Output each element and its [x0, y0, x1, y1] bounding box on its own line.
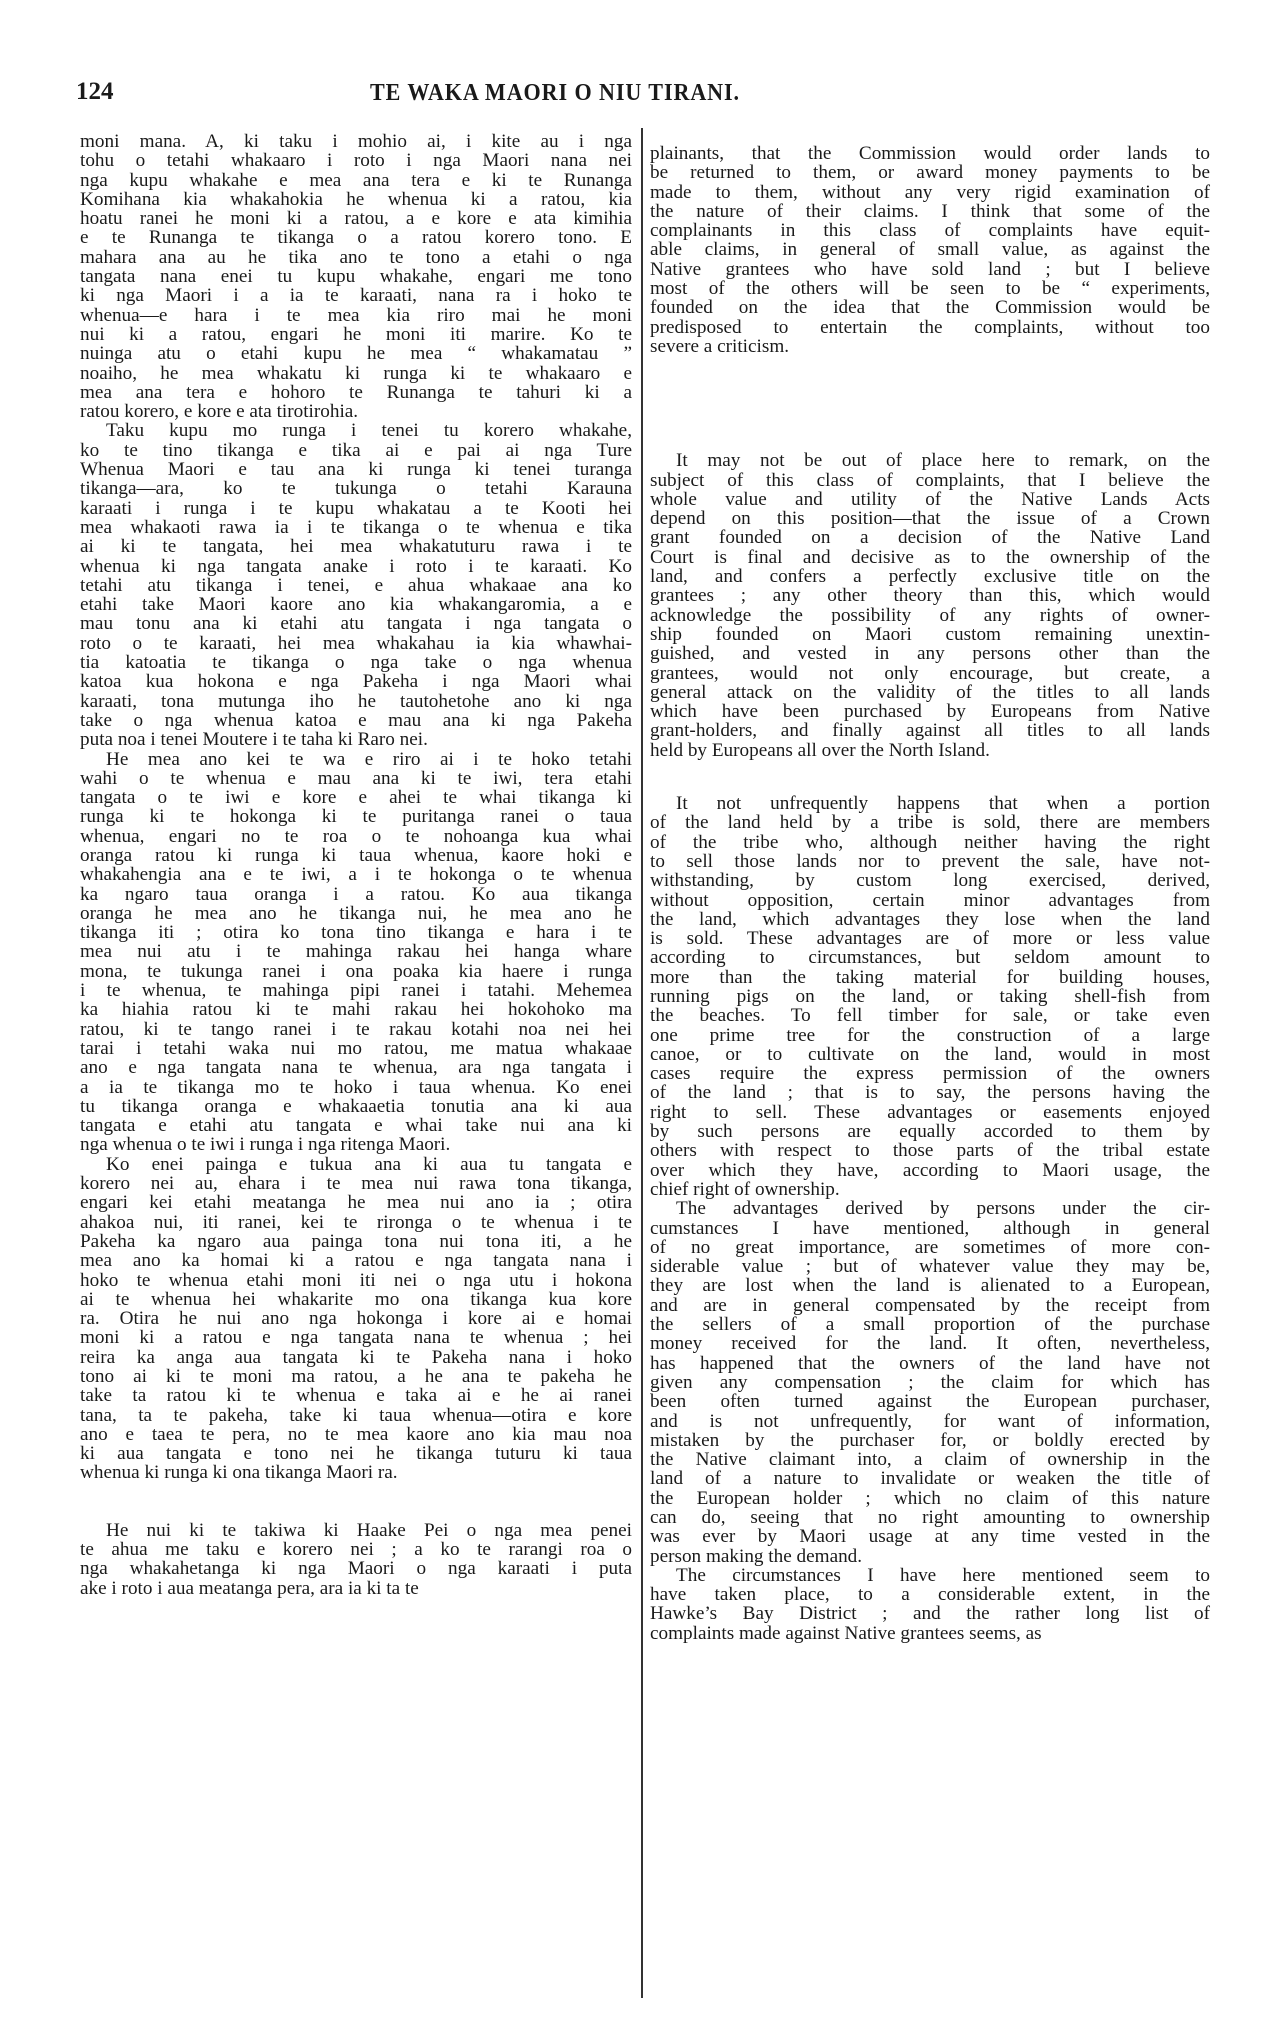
text-line: karaati i runga i te kupu whakatau a te Kooti hei — [80, 497, 632, 519]
text-line: He nui ki te takiwa ki Haake Pei o nga mea penei — [106, 1519, 632, 1541]
text-line: ake i roto i aua meatanga pera, ara ia ki ta te — [80, 1577, 419, 1599]
text-line: tu tikanga oranga e whakaaetia tonutia ana ki aua — [80, 1095, 632, 1117]
text-line: Whenua Maori e tau ana ki runga ki tenei turanga — [80, 459, 632, 481]
text-line: acknowledge the possibility of any rights of owner- — [650, 604, 1210, 626]
text-line: and are in general compensated by the receipt from — [650, 1294, 1210, 1316]
text-line: held by Europeans all over the North Island. — [650, 739, 990, 761]
text-line: most of the others will be seen to be “ experiments, — [650, 278, 1210, 300]
text-line: over which they have, according to Maori usage, the — [650, 1159, 1210, 1181]
text-line: tono ai ki te moni ma ratou, a he ana te pakeha he — [80, 1366, 632, 1387]
text-line: tangata nana enei tu kupu whakahe, engari me tono — [80, 266, 632, 288]
page-number: 124 — [76, 78, 114, 105]
text-line: to sell those lands nor to prevent the sale, have not- — [650, 850, 1210, 872]
text-line: founded on the idea that the Commission would be — [650, 297, 1210, 319]
text-line: was ever by Maori usage at any time vested in the — [650, 1526, 1210, 1548]
text-line: plainants, that the Commission would order lands to — [650, 143, 1210, 164]
text-line: He mea ano kei te wa e riro ai i te hoko tetahi — [106, 748, 632, 770]
text-line: siderable value ; but of whatever value they may be, — [650, 1256, 1210, 1278]
text-line: of the tribe who, although neither having the right — [650, 831, 1210, 853]
text-line: nga whakahetanga ki nga Maori o nga karaati i puta — [80, 1558, 632, 1580]
paragraph — [80, 1155, 632, 1483]
text-line: Hawke’s Bay District ; and the rather long list of — [650, 1603, 1210, 1625]
text-line: the Native claimant into, a claim of ownership in the — [650, 1449, 1210, 1471]
text-line: whenua ki nga tangata anake i roto i te karaati. Ko — [80, 555, 632, 577]
paragraph-spacer — [80, 1483, 632, 1521]
text-line: given any compensation ; the claim for which has — [650, 1371, 1210, 1393]
text-line: whenua ki runga ki ona tikanga Maori ra. — [80, 1462, 398, 1484]
text-line: the nature of their claims. I think that some of the — [650, 200, 1210, 222]
text-line: take o nga whenua katoa e mau ana ki nga Pakeha — [80, 709, 632, 731]
text-line: tetahi atu tikanga i tenei, e ahua whakaae ana ko — [80, 574, 632, 596]
text-line: Taku kupu mo runga i tenei tu korero whakahe, — [106, 420, 632, 442]
text-line: ratou korero, e kore e ata tirotirohia. — [80, 401, 359, 423]
text-line: karaati, tona mutunga iho he tautohetohe ano ki nga — [80, 690, 632, 712]
right-column — [650, 144, 1210, 1643]
paragraph — [80, 421, 632, 749]
text-line: mea ana tera e hohoro te Runanga te tahuri ki a — [80, 381, 632, 403]
text-line: The circumstances I have here mentioned seem to — [676, 1564, 1210, 1586]
text-line: oranga he mea ano he tikanga nui, he mea ano he — [80, 902, 632, 924]
text-line: predisposed to entertain the complaints, without too — [650, 316, 1210, 338]
text-line: is sold. These advantages are of more or less value — [650, 928, 1210, 950]
text-line: engari kei etahi meatanga he mea nui ano ia ; otira — [80, 1192, 632, 1214]
text-line: mau tonu ana ki etahi atu tangata i nga tangata o — [80, 613, 632, 635]
text-line: running pigs on the land, or taking shell-fish from — [650, 985, 1210, 1007]
text-line: whole value and utility of the Native Lands Acts — [650, 488, 1210, 510]
paragraph — [80, 1521, 632, 1598]
text-line: has happened that the owners of the land have not — [650, 1352, 1210, 1374]
text-line: more than the taking material for building houses, — [650, 966, 1210, 988]
text-line: complaints made against Native grantees seems, as — [650, 1622, 1042, 1644]
text-line: katoa kua hokona e nga Pakeha i nga Maori whai — [80, 671, 632, 693]
text-line: according to circumstances, but seldom amount to — [650, 947, 1210, 969]
text-line: oranga ratou ki runga ki taua whenua, kaore hoki e — [80, 844, 632, 866]
text-line: of the land ; that is to say, the persons having the — [650, 1082, 1210, 1104]
text-line: been often turned against the European purchaser, — [650, 1391, 1210, 1413]
text-line: take ta ratou ki te whenua e taka ai e he ai ranei — [80, 1385, 632, 1407]
paragraph — [650, 451, 1210, 760]
text-line: mea nui atu i te mahinga rakau hei hanga whare — [80, 941, 632, 963]
paragraph-spacer — [650, 760, 1210, 794]
text-line: land, and confers a perfectly exclusive title on the — [650, 566, 1210, 588]
text-line: hoatu ranei he moni ki a ratou, a e kore e ata kimihia — [80, 208, 632, 230]
text-line: general attack on the validity of the titles to all lands — [650, 681, 1210, 703]
text-line: The advantages derived by persons under the cir- — [676, 1198, 1210, 1220]
paragraph — [650, 1199, 1210, 1566]
text-line: can do, seeing that no right amounting to ownership — [650, 1507, 1210, 1528]
text-line: e te Runanga te tikanga o a ratou korero tono. E — [80, 227, 632, 249]
text-line: ano e taea te pera, no te mea kaore ano kia mau noa — [80, 1423, 632, 1445]
text-line: etahi take Maori kaore ano kia whakangaromia, a e — [80, 594, 632, 616]
column-divider — [641, 128, 643, 1998]
text-line: be returned to them, or award money payments to be — [650, 162, 1210, 184]
text-line: grant founded on a decision of the Native Land — [650, 527, 1210, 549]
text-line: mea ano ka homai ki a ratou e nga tangata nana i — [80, 1250, 632, 1272]
text-line: others with respect to those parts of the tribal estate — [650, 1140, 1210, 1162]
text-line: mea whakaoti rawa ia i te tikanga o te whenua e tika — [80, 516, 632, 538]
text-line: mistaken by the purchaser for, or boldly erected by — [650, 1429, 1210, 1451]
text-line: grantees ; any other theory than this, which would — [650, 585, 1210, 607]
text-line: a ia te tikanga mo te hoko i taua whenua. Ko enei — [80, 1076, 632, 1098]
text-line: nga whenua o te iwi i runga i nga ritenga Maori. — [80, 1134, 451, 1156]
text-line: ai ki te tangata, hei mea whakatuturu rawa i te — [80, 536, 632, 558]
text-line: of no great importance, are sometimes of more con- — [650, 1236, 1210, 1258]
text-line: chief right of ownership. — [650, 1178, 840, 1200]
text-line: nuinga atu o etahi kupu he mea “ whakamatau ” — [80, 343, 632, 365]
text-line: tikanga—ara, ko te tukunga o tetahi Karauna — [80, 478, 632, 500]
text-line: Ko enei painga e tukua ana ki aua tu tangata e — [106, 1153, 632, 1175]
text-line: mona, te tukunga ranei i ona poaka kia haere i runga — [80, 960, 632, 982]
text-line: whenua, engari no te roa o te nohoanga kua whai — [80, 825, 632, 847]
text-line: ship founded on Maori custom remaining unextin- — [650, 623, 1210, 645]
text-line: money received for the land. It often, nevertheless, — [650, 1333, 1210, 1355]
paragraph-spacer — [650, 356, 1210, 451]
paragraph — [80, 132, 632, 421]
paragraph — [650, 794, 1210, 1199]
text-line: nui ki a ratou, engari he moni iti marire. Ko te — [80, 323, 632, 345]
text-line: tarai i tetahi waka nui mo ratou, me matua whakaae — [80, 1037, 632, 1059]
text-line: able claims, in general of small value, as against the — [650, 239, 1210, 261]
text-line: grant-holders, and finally against all titles to all lands — [650, 720, 1210, 742]
text-line: whakahengia ana e te iwi, a i te hokonga o te whenua — [80, 864, 632, 886]
text-line: of the land held by a tribe is sold, there are members — [650, 812, 1210, 834]
text-line: whenua—e hara i te mea kia riro mai he moni — [80, 304, 632, 326]
text-line: made to them, without any very rigid examination of — [650, 181, 1210, 203]
text-line: moni mana. A, ki taku i mohio ai, i kite au i nga — [80, 131, 632, 152]
text-line: right to sell. These advantages or easements enjoyed — [650, 1101, 1210, 1123]
text-line: It not unfrequently happens that when a portion — [676, 793, 1210, 815]
text-line: tohu o tetahi whakaaro i roto i nga Maori nana nei — [80, 150, 632, 172]
text-line: Court is final and decisive as to the ownership of the — [650, 546, 1210, 568]
text-line: tangata o te iwi e kore e ahei te whai tikanga ki — [80, 787, 632, 809]
text-line: mahara ana au he tika ano te tono a etahi o nga — [80, 246, 632, 268]
paragraph — [650, 144, 1210, 356]
text-line: complainants in this class of complaints have equit- — [650, 220, 1210, 242]
text-line: roto o te karaati, hei mea whakahau ia kia whawhai- — [80, 632, 632, 654]
text-line: severe a criticism. — [650, 335, 790, 357]
text-line: tikanga iti ; otira ko tona tino tikanga e hara i te — [80, 922, 632, 944]
text-line: canoe, or to cultivate on the land, would in most — [650, 1043, 1210, 1065]
text-line: the sellers of a small proportion of the purchase — [650, 1314, 1210, 1336]
page-header — [0, 78, 1280, 118]
paragraph — [650, 1566, 1210, 1643]
text-line: noaiho, he mea whakatu ki runga ki te whakaaro e — [80, 362, 632, 384]
text-line: tangata e etahi atu tangata e whai take nui ana ki — [80, 1115, 632, 1137]
text-line: one prime tree for the construction of a large — [650, 1024, 1210, 1046]
text-line: te ahua me taku e korero nei ; a ko te rarangi roa o — [80, 1539, 632, 1561]
text-line: Komihana kia whakahokia he whenua ki a ratou, kia — [80, 188, 632, 210]
text-line: Native grantees who have sold land ; but I believe — [650, 258, 1210, 280]
text-line: they are lost when the land is alienated to a European, — [650, 1275, 1210, 1297]
text-line: hoko te whenua etahi moni iti nei o nga utu i hokona — [80, 1269, 632, 1291]
text-line: puta noa i tenei Moutere i te taha ki Raro nei. — [80, 729, 428, 751]
text-line: without opposition, certain minor advantages from — [650, 889, 1210, 911]
text-line: depend on this position—that the issue of a Crown — [650, 508, 1210, 530]
paragraph — [80, 750, 632, 1155]
text-line: tana, ta te pakeha, take ki taua whenua—otira e kore — [80, 1404, 632, 1426]
text-line: tia katoatia te tikanga o nga take o nga whenua — [80, 652, 632, 674]
text-line: i te whenua, te mahinga pipi ranei i tatahi. Mehemea — [80, 980, 632, 1002]
text-line: which have been purchased by Europeans from Native — [650, 701, 1210, 723]
text-line: guished, and vested in any persons other than the — [650, 643, 1210, 665]
text-line: ki nga Maori i a ia te karaati, nana ra i hoko te — [80, 285, 632, 307]
text-line: It may not be out of place here to remark, on the — [676, 450, 1210, 472]
text-line: withstanding, by custom long exercised, derived, — [650, 870, 1210, 892]
running-title: TE WAKA MAORI O NIU TIRANI. — [370, 80, 741, 106]
text-line: moni ki a ratou e nga tangata nana te whenua ; hei — [80, 1327, 632, 1349]
text-line: nga kupu whakahe e mea ana tera e ki te Runanga — [80, 169, 632, 191]
text-line: ai te whenua hei whakarite mo ona tikanga kua kore — [80, 1288, 632, 1310]
text-line: wahi o te whenua e mau ana ki te iwi, tera etahi — [80, 767, 632, 789]
text-line: ano e nga tangata nana te whenua, ara nga tangata i — [80, 1057, 632, 1079]
text-line: reira ka anga aua tangata ki te Pakeha nana i hoko — [80, 1346, 632, 1368]
text-line: ra. Otira he nui ano nga hokonga i kore ai e homai — [80, 1308, 632, 1330]
text-line: land of a nature to invalidate or weaken the title of — [650, 1468, 1210, 1490]
left-column — [80, 132, 632, 1598]
text-line: ka ngaro taua oranga i a ratou. Ko aua tikanga — [80, 883, 632, 905]
text-line: ka hiahia ratou ki te mahi rakau hei hokohoko ma — [80, 999, 632, 1021]
text-line: subject of this class of complaints, that I believe the — [650, 469, 1210, 491]
text-line: have taken place, to a considerable extent, in the — [650, 1584, 1210, 1606]
text-line: korero nei au, ehara i te mea nui rawa tona tikanga, — [80, 1173, 632, 1195]
text-line: by such persons are equally accorded to them by — [650, 1121, 1210, 1143]
text-line: runga ki te hokonga ki te puritanga ranei o taua — [80, 806, 632, 828]
text-line: ki aua tangata e tono nei he tikanga tuturu ki taua — [80, 1443, 632, 1465]
text-line: the beaches. To fell timber for sale, or take even — [650, 1005, 1210, 1027]
text-line: Pakeha ka ngaro aua painga tona nui tona iti, a he — [80, 1230, 632, 1252]
text-line: person making the demand. — [650, 1545, 863, 1567]
text-line: cases require the express permission of the owners — [650, 1063, 1210, 1085]
text-line: and is not unfrequently, for want of information, — [650, 1410, 1210, 1432]
text-line: the land, which advantages they lose when the land — [650, 908, 1210, 930]
text-line: the European holder ; which no claim of this nature — [650, 1487, 1210, 1509]
text-line: grantees, would not only encourage, but create, a — [650, 662, 1210, 684]
text-line: ko te tino tikanga e tika ai e pai ai nga Ture — [80, 439, 632, 461]
text-line: cumstances I have mentioned, although in general — [650, 1217, 1210, 1239]
text-line: ratou, ki te tango ranei i te rakau kotahi noa nei hei — [80, 1018, 632, 1040]
text-line: ahakoa nui, iti ranei, kei te rironga o te whenua i te — [80, 1211, 632, 1233]
